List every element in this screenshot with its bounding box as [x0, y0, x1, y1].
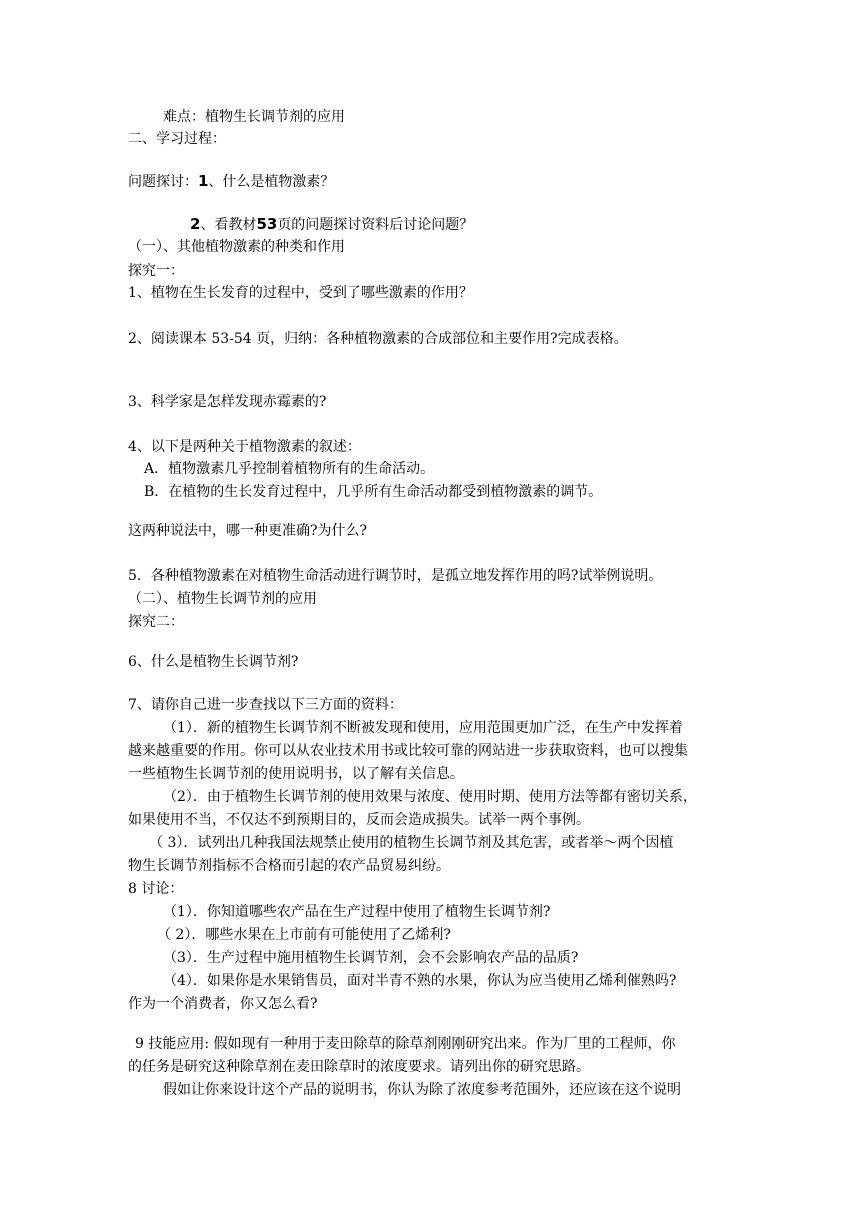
item-1: 1、植物在生长发育的过程中，受到了哪些激素的作用？: [128, 285, 473, 301]
item-9-line-a: 9 技能应用: 假如现有一种用于麦田除草的除草剂刚刚研究出来。作为厂里的工程师，你: [135, 1036, 676, 1052]
question-two: [190, 215, 473, 234]
question-two-number: 2: [190, 215, 201, 233]
item-4-question: 这两种说法中，哪一种更准确?为什么?: [128, 523, 368, 539]
item-4-option-b: B．在植物的生长发育过程中，几乎所有生命活动都受到植物激素的调节。: [144, 484, 603, 500]
item-7-3-line-a: （ 3）．试列出几种我国法规禁止使用的植物生长调节剂及其危害，或者举～两个因植: [149, 835, 674, 851]
question-intro-prefix: 问题探讨：: [128, 174, 198, 190]
question-intro-number: 1: [198, 172, 209, 190]
item-8-2: （ 2）．哪些水果在上市前有可能使用了乙烯利?: [157, 927, 451, 943]
item-8-4-line-a: （4）．如果你是水果销售员，面对半青不熟的水果，你认为应当使用乙烯利催熟吗?: [163, 973, 677, 989]
item-7-2-line-b: 如果使用不当，不仅达不到预期目的，反而会造成损失。试举一两个事例。: [128, 812, 590, 828]
item-7-1-line-b: 越来越重要的作用。你可以从农业技术用书或比较可靠的网站进一步获取资料，也可以搜集: [128, 743, 688, 759]
question-intro-text: 、什么是植物激素？: [208, 174, 335, 190]
item-2: 2、阅读课本 53-54 页，归纳：各种植物激素的合成部位和主要作用?完成表格。: [128, 331, 628, 347]
item-8-3: （3）．生产过程中施用植物生长调节剂，会不会影响农产品的品质?: [163, 950, 579, 966]
item-7-3-line-b: 物生长调节剂指标不合格而引起的农产品贸易纠纷。: [128, 858, 450, 874]
item-3: 3、科学家是怎样发现赤霉素的?: [128, 394, 327, 410]
item-9-line-c: 假如让你来设计这个产品的说明书，你认为除了浓度参考范围外，还应该在这个说明: [163, 1082, 681, 1098]
explore-two-heading: 探究二：: [128, 614, 184, 630]
item-8: 8 讨论：: [128, 881, 184, 897]
item-9-line-b: 的任务是研究这种除草剂在麦田除草时的浓度要求。请列出你的研究思路。: [128, 1059, 590, 1075]
item-4: 4、以下是两种关于植物激素的叙述：: [128, 439, 361, 455]
question-two-page: 53: [256, 215, 278, 233]
item-7-1-line-c: 一些植物生长调节剂的使用说明书，以了解有关信息。: [128, 766, 464, 782]
item-7-1-line-a: （1）．新的植物生长调节剂不断被发现和使用，应用范围更加广泛，在生产中发挥着: [163, 720, 683, 736]
section-two-heading: （二）、植物生长调节剂的应用: [128, 591, 317, 607]
item-7-2-line-a: （2）．由于植物生长调节剂的使用效果与浓度、使用时期、使用方法等都有密切关系，: [163, 789, 697, 805]
item-4-option-a: A．植物激素几乎控制着植物所有的生命活动。: [144, 461, 435, 477]
item-5: 5．各种植物激素在对植物生命活动进行调节时，是孤立地发挥作用的吗?试举例说明。: [128, 568, 663, 584]
item-6: 6、什么是植物生长调节剂?: [128, 654, 299, 670]
process-heading: 二、学习过程：: [128, 131, 226, 147]
item-7: 7、请你自己进一步查找以下三方面的资料：: [128, 697, 403, 713]
question-two-part-a: 、看教材: [200, 217, 257, 233]
question-intro: [128, 172, 334, 191]
question-two-part-b: 页的问题探讨资料后讨论问题？: [277, 217, 474, 233]
item-8-4-line-b: 作为一个消费者，你又怎么看?: [128, 996, 318, 1012]
difficulty-line: 难点：植物生长调节剂的应用: [163, 109, 345, 125]
item-8-1: （1）．你知道哪些农产品在生产过程中使用了植物生长调节剂?: [163, 904, 551, 920]
explore-one-heading: 探究一：: [128, 263, 184, 279]
section-one-heading: （一）、其他植物激素的种类和作用: [128, 239, 345, 255]
